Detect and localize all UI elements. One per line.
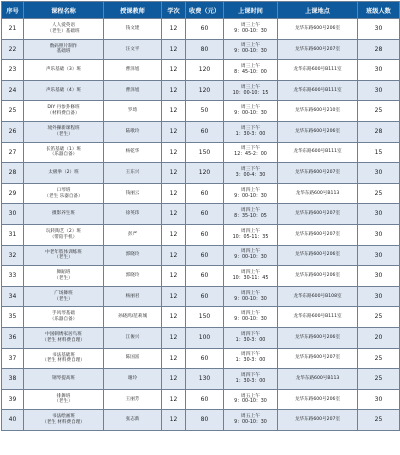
row-serial-number: 23 <box>2 60 24 81</box>
row-serial-number: 28 <box>2 163 24 184</box>
row-course-name <box>24 348 104 369</box>
row-serial-number: 21 <box>2 19 24 40</box>
row-location: 龙华东路600号207室 <box>278 410 358 431</box>
row-course-name-line: 数码照片制作 <box>49 43 78 49</box>
row-course-name-line: 中老年肢体训练班 <box>45 249 82 255</box>
row-serial-number: 31 <box>2 224 24 245</box>
table-header <box>2 2 400 19</box>
row-class-time-line: 9：00-10：30 <box>234 420 267 426</box>
table-row <box>2 307 400 328</box>
row-course-name <box>24 286 104 307</box>
row-class-time-line: 1：30-3：00 <box>235 131 266 137</box>
row-sessions: 12 <box>162 266 186 287</box>
row-class-size: 30 <box>358 286 400 307</box>
row-serial-number: 27 <box>2 142 24 163</box>
table-row <box>2 142 400 163</box>
row-teacher: 杨乾华 <box>104 142 162 163</box>
row-sessions: 12 <box>162 183 186 204</box>
row-class-time-line: 8：45-10：00 <box>234 69 267 75</box>
row-class-time-line: 周三上午 <box>240 64 261 69</box>
row-location: 龙华东路600号207室 <box>278 348 358 369</box>
row-fee: 150 <box>186 307 224 328</box>
row-sessions: 12 <box>162 80 186 101</box>
row-class-time-line: 10：30-11：45 <box>232 275 269 281</box>
row-course-name <box>24 60 104 81</box>
header-class-time: 上课时间 <box>224 2 278 19</box>
row-class-time-line: 9：00-10：30 <box>234 28 267 34</box>
row-course-name-line: （老生 材料费自理） <box>42 337 85 343</box>
row-fee: 60 <box>186 183 224 204</box>
row-class-time-line: 1：30-3：00 <box>235 337 266 343</box>
row-class-time <box>224 121 278 142</box>
row-teacher: 徐英玮 <box>104 204 162 225</box>
row-sessions: 12 <box>162 60 186 81</box>
row-class-size: 20 <box>358 327 400 348</box>
row-sessions: 12 <box>162 19 186 40</box>
row-class-time-line: 周四下午 <box>240 372 261 378</box>
row-teacher: 郭晓玲 <box>104 245 162 266</box>
row-course-name-line: （老生 乐器自备） <box>44 193 83 199</box>
row-course-name-line: （带陪手机） <box>49 234 78 240</box>
row-fee: 150 <box>186 142 224 163</box>
row-serial-number: 39 <box>2 389 24 410</box>
row-class-time <box>224 266 278 287</box>
row-course-name-line: 钢琴提高班 <box>52 376 75 382</box>
row-fee: 120 <box>186 80 224 101</box>
row-sessions: 12 <box>162 327 186 348</box>
row-sessions: 12 <box>162 389 186 410</box>
row-location: 龙华东路600号210室 <box>278 101 358 122</box>
table-row <box>2 80 400 101</box>
row-teacher: 谢玲 <box>104 369 162 390</box>
row-sessions: 12 <box>162 163 186 184</box>
row-class-time-line: 周四上午 <box>240 311 261 317</box>
row-location: 龙华东路600号207室 <box>278 163 358 184</box>
table-row <box>2 286 400 307</box>
row-course-name <box>24 163 104 184</box>
row-sessions: 12 <box>162 410 186 431</box>
row-class-time-line: 周五上午 <box>240 393 261 399</box>
row-fee: 130 <box>186 369 224 390</box>
row-location: 龙华东路600号206室 <box>278 389 358 410</box>
row-class-time-line: 周四上午 <box>240 187 261 193</box>
row-serial-number: 37 <box>2 348 24 369</box>
row-class-size: 30 <box>358 204 400 225</box>
table-row <box>2 163 400 184</box>
row-course-name-line: 摄影养生班 <box>52 211 75 217</box>
row-class-size: 25 <box>358 101 400 122</box>
header-course-name: 课程名称 <box>24 2 104 19</box>
row-class-time <box>224 410 278 431</box>
row-serial-number: 38 <box>2 369 24 390</box>
row-class-time-line: 9：00-10：30 <box>234 49 267 55</box>
row-course-name <box>24 101 104 122</box>
row-location: 龙华东路600号207室 <box>278 39 358 60</box>
header-serial-number: 序号 <box>2 2 24 19</box>
row-course-name <box>24 142 104 163</box>
row-teacher: 孙晓鸿/范莉城 <box>104 307 162 328</box>
header-row <box>2 2 400 19</box>
row-class-time <box>224 369 278 390</box>
row-fee: 60 <box>186 245 224 266</box>
table-row <box>2 389 400 410</box>
row-class-time <box>224 163 278 184</box>
row-fee: 60 <box>186 19 224 40</box>
row-class-time <box>224 204 278 225</box>
row-class-time-line: 周三下午 <box>240 125 261 131</box>
row-class-size: 25 <box>358 348 400 369</box>
row-teacher: 曹泽旭 <box>104 60 162 81</box>
row-course-name-line: 中国刺绣家居鸟班 <box>45 331 82 337</box>
row-location: 龙华东路600号B111室 <box>278 80 358 101</box>
header-fee: 收费（元） <box>186 2 224 19</box>
row-teacher: 张志新 <box>104 410 162 431</box>
row-course-name-line: （老生） <box>54 131 73 137</box>
row-course-name <box>24 369 104 390</box>
row-fee: 120 <box>186 60 224 81</box>
row-class-time-line: 9：00-10：30 <box>234 193 267 199</box>
row-course-name <box>24 327 104 348</box>
row-sessions: 12 <box>162 142 186 163</box>
row-location: 龙华东路600号206室 <box>278 266 358 287</box>
row-class-size: 30 <box>358 224 400 245</box>
row-class-size: 30 <box>358 19 400 40</box>
row-class-time-line: 9：00-10：30 <box>234 111 267 117</box>
row-course-name <box>24 19 104 40</box>
row-class-time <box>224 101 278 122</box>
row-course-name <box>24 204 104 225</box>
row-class-size: 25 <box>358 183 400 204</box>
row-class-time-line: 10：05-11：35 <box>232 234 269 240</box>
table-row <box>2 348 400 369</box>
row-serial-number: 36 <box>2 327 24 348</box>
row-fee: 60 <box>186 224 224 245</box>
row-teacher: 曹泽旭 <box>104 80 162 101</box>
row-class-time <box>224 60 278 81</box>
row-location: 龙华东路600号B111室 <box>278 60 358 81</box>
row-serial-number: 35 <box>2 307 24 328</box>
row-serial-number: 30 <box>2 204 24 225</box>
row-serial-number: 34 <box>2 286 24 307</box>
row-course-name-line: 人人爱英语 <box>52 23 75 29</box>
table-row <box>2 183 400 204</box>
row-teacher: 杨丽君 <box>104 286 162 307</box>
header-teacher: 授课教师 <box>104 2 162 19</box>
row-serial-number: 26 <box>2 121 24 142</box>
row-location: 龙华东路600号B111室 <box>278 142 358 163</box>
row-class-time <box>224 245 278 266</box>
row-course-name <box>24 389 104 410</box>
row-teacher: 罗琦 <box>104 101 162 122</box>
table-row <box>2 266 400 287</box>
table-row <box>2 204 400 225</box>
row-teacher: 王东兴 <box>104 163 162 184</box>
row-sessions: 12 <box>162 204 186 225</box>
row-fee: 60 <box>186 121 224 142</box>
course-schedule-table <box>1 1 400 431</box>
row-class-time <box>224 183 278 204</box>
row-class-time-line: 周四上午 <box>240 208 261 214</box>
row-course-name <box>24 80 104 101</box>
row-class-time-line: 3：00-4：30 <box>235 172 266 178</box>
row-class-time-line: 1：30-3：00 <box>235 378 266 384</box>
row-location: 龙华东路600号B113 <box>278 369 358 390</box>
row-location: 龙华东路600号207室 <box>278 204 358 225</box>
row-course-name-line: DIY 丹参卦修班 <box>47 105 80 111</box>
row-class-size: 30 <box>358 163 400 184</box>
row-course-name-line: （乐器自备） <box>49 152 78 158</box>
row-course-name-line: 广场舞班 <box>54 290 73 296</box>
row-class-time-line: 周四上午 <box>240 269 261 275</box>
row-course-name-line: 基础班 <box>56 49 71 55</box>
table-row <box>2 245 400 266</box>
row-location: 龙华东路600号207室 <box>278 224 358 245</box>
row-fee: 120 <box>186 163 224 184</box>
row-course-name-line: （老生）基础班 <box>47 28 80 34</box>
row-teacher: 彭严 <box>104 224 162 245</box>
row-class-time <box>224 19 278 40</box>
row-course-name <box>24 266 104 287</box>
row-class-time-line: 8：35-10：05 <box>234 214 267 220</box>
row-teacher: 钱文建 <box>104 19 162 40</box>
row-teacher: 陆歌玲 <box>104 121 162 142</box>
row-class-time-line: 周五上午 <box>240 414 261 420</box>
row-class-time-line: 9：00-10：30 <box>234 317 267 323</box>
row-class-size: 28 <box>358 121 400 142</box>
row-fee: 60 <box>186 266 224 287</box>
row-class-time-line: 1：30-3：00 <box>235 358 266 364</box>
row-serial-number: 25 <box>2 101 24 122</box>
table-row <box>2 19 400 40</box>
row-fee: 60 <box>186 389 224 410</box>
row-course-name-line: （老生 材料费自理） <box>42 358 85 364</box>
table-row <box>2 101 400 122</box>
row-fee: 80 <box>186 39 224 60</box>
row-serial-number: 22 <box>2 39 24 60</box>
row-teacher: 陈国富 <box>104 348 162 369</box>
row-class-time-line: 周四上午 <box>240 228 261 234</box>
row-class-size: 25 <box>358 369 400 390</box>
row-serial-number: 40 <box>2 410 24 431</box>
row-teacher: 钱丽云 <box>104 183 162 204</box>
row-course-name-line: 舞蹈班 <box>56 270 71 276</box>
row-class-size: 30 <box>358 245 400 266</box>
table-row <box>2 39 400 60</box>
row-course-name-line: 玩转陶艺（2）班 <box>45 229 82 234</box>
header-class-size: 班级人数 <box>358 2 400 19</box>
row-class-size: 30 <box>358 60 400 81</box>
row-class-time-line: 周四上午 <box>240 290 261 296</box>
row-teacher: 汪文平 <box>104 39 162 60</box>
row-course-name-line: （老生） <box>54 399 73 405</box>
row-class-time-line: 12：45-2：00 <box>234 152 267 158</box>
row-class-time <box>224 307 278 328</box>
row-serial-number: 29 <box>2 183 24 204</box>
row-sessions: 12 <box>162 369 186 390</box>
row-location: 龙华东路600号206室 <box>278 19 358 40</box>
row-sessions: 12 <box>162 286 186 307</box>
row-teacher: 江俊兴 <box>104 327 162 348</box>
row-location: 龙华东路600号B111室 <box>278 307 358 328</box>
row-class-time <box>224 389 278 410</box>
row-course-name-line: 排舞班 <box>56 393 71 399</box>
row-fee: 60 <box>186 348 224 369</box>
row-class-time <box>224 39 278 60</box>
row-sessions: 12 <box>162 307 186 328</box>
row-course-name <box>24 410 104 431</box>
row-course-name <box>24 245 104 266</box>
row-course-name <box>24 224 104 245</box>
row-course-name-line: 声乐基础（3）班 <box>45 67 82 73</box>
table-row <box>2 327 400 348</box>
row-class-time-line: 9：00-10：30 <box>234 399 267 405</box>
row-sessions: 12 <box>162 101 186 122</box>
table-row <box>2 121 400 142</box>
row-course-name-line: 手风琴基础 <box>52 311 75 317</box>
row-location: 龙华东路600号206室 <box>278 245 358 266</box>
header-location: 上课地点 <box>278 2 358 19</box>
row-class-size: 28 <box>358 39 400 60</box>
row-class-time-line: 周三上午 <box>240 84 261 90</box>
row-class-size: 25 <box>358 307 400 328</box>
row-class-time-line: 周三下午 <box>240 166 261 172</box>
row-course-name-line: 琉外操新课程班 <box>47 126 80 132</box>
row-course-name-line: （老生） <box>54 255 73 261</box>
row-class-time <box>224 142 278 163</box>
row-fee: 100 <box>186 327 224 348</box>
row-serial-number: 33 <box>2 266 24 287</box>
row-course-name-line: 口琴班 <box>56 187 71 193</box>
row-class-size: 25 <box>358 410 400 431</box>
row-sessions: 12 <box>162 121 186 142</box>
row-class-time-line: 9：00-10：30 <box>234 296 267 302</box>
row-class-time <box>224 286 278 307</box>
row-course-name-line: （老生） <box>54 275 73 281</box>
row-class-time <box>224 348 278 369</box>
row-class-time-line: 周四下午 <box>240 352 261 358</box>
row-course-name <box>24 307 104 328</box>
row-fee: 60 <box>186 204 224 225</box>
row-sessions: 12 <box>162 39 186 60</box>
row-class-time-line: 10：00-10：15 <box>232 90 269 96</box>
row-serial-number: 24 <box>2 80 24 101</box>
row-class-time-line: 周三下午 <box>240 146 261 152</box>
row-course-name-line: 书法绘画班 <box>52 414 75 420</box>
row-location: 龙华东路600号206室 <box>278 121 358 142</box>
row-fee: 60 <box>186 286 224 307</box>
row-class-time <box>224 224 278 245</box>
row-course-name-line: 书法基础班 <box>52 352 75 358</box>
row-course-name-line: 声乐基础（4）班 <box>45 87 82 93</box>
row-sessions: 12 <box>162 245 186 266</box>
row-class-time <box>224 80 278 101</box>
row-sessions: 12 <box>162 348 186 369</box>
table-row <box>2 410 400 431</box>
row-course-name-line: （乐器自备） <box>49 317 78 323</box>
row-fee: 80 <box>186 410 224 431</box>
row-class-size: 30 <box>358 266 400 287</box>
table-row <box>2 369 400 390</box>
row-course-name-line: 太极拳（2）班 <box>48 170 79 176</box>
table-row <box>2 60 400 81</box>
row-sessions: 12 <box>162 224 186 245</box>
row-course-name <box>24 183 104 204</box>
row-course-name-line: （老生） <box>54 296 73 302</box>
row-class-time <box>224 327 278 348</box>
row-class-time-line: 周三上午 <box>240 43 261 49</box>
row-location: 龙华东路600号B113 <box>278 183 358 204</box>
row-teacher: 王丽芳 <box>104 389 162 410</box>
row-class-size: 15 <box>358 142 400 163</box>
row-class-time-line: 9：00-10：30 <box>234 255 267 261</box>
row-fee: 50 <box>186 101 224 122</box>
row-course-name-line: （材料费自备） <box>47 111 80 117</box>
row-location: 龙华东路600号B108室 <box>278 286 358 307</box>
row-class-time-line: 周三上午 <box>240 105 261 111</box>
row-serial-number: 32 <box>2 245 24 266</box>
table-body <box>2 19 400 431</box>
row-course-name <box>24 121 104 142</box>
row-class-time-line: 周四下午 <box>240 331 261 337</box>
row-class-size: 30 <box>358 389 400 410</box>
row-class-size: 30 <box>358 80 400 101</box>
table-row <box>2 224 400 245</box>
row-course-name <box>24 39 104 60</box>
row-class-time-line: 周三上午 <box>240 22 261 28</box>
row-class-time-line: 周四上午 <box>240 249 261 255</box>
row-location: 龙华东路600号206室 <box>278 327 358 348</box>
row-course-name-line: （老生 材料费自理） <box>42 420 85 426</box>
header-sessions: 学次 <box>162 2 186 19</box>
row-teacher: 郭晓玲 <box>104 266 162 287</box>
row-course-name-line: 长笛基础（1）班 <box>45 146 82 152</box>
